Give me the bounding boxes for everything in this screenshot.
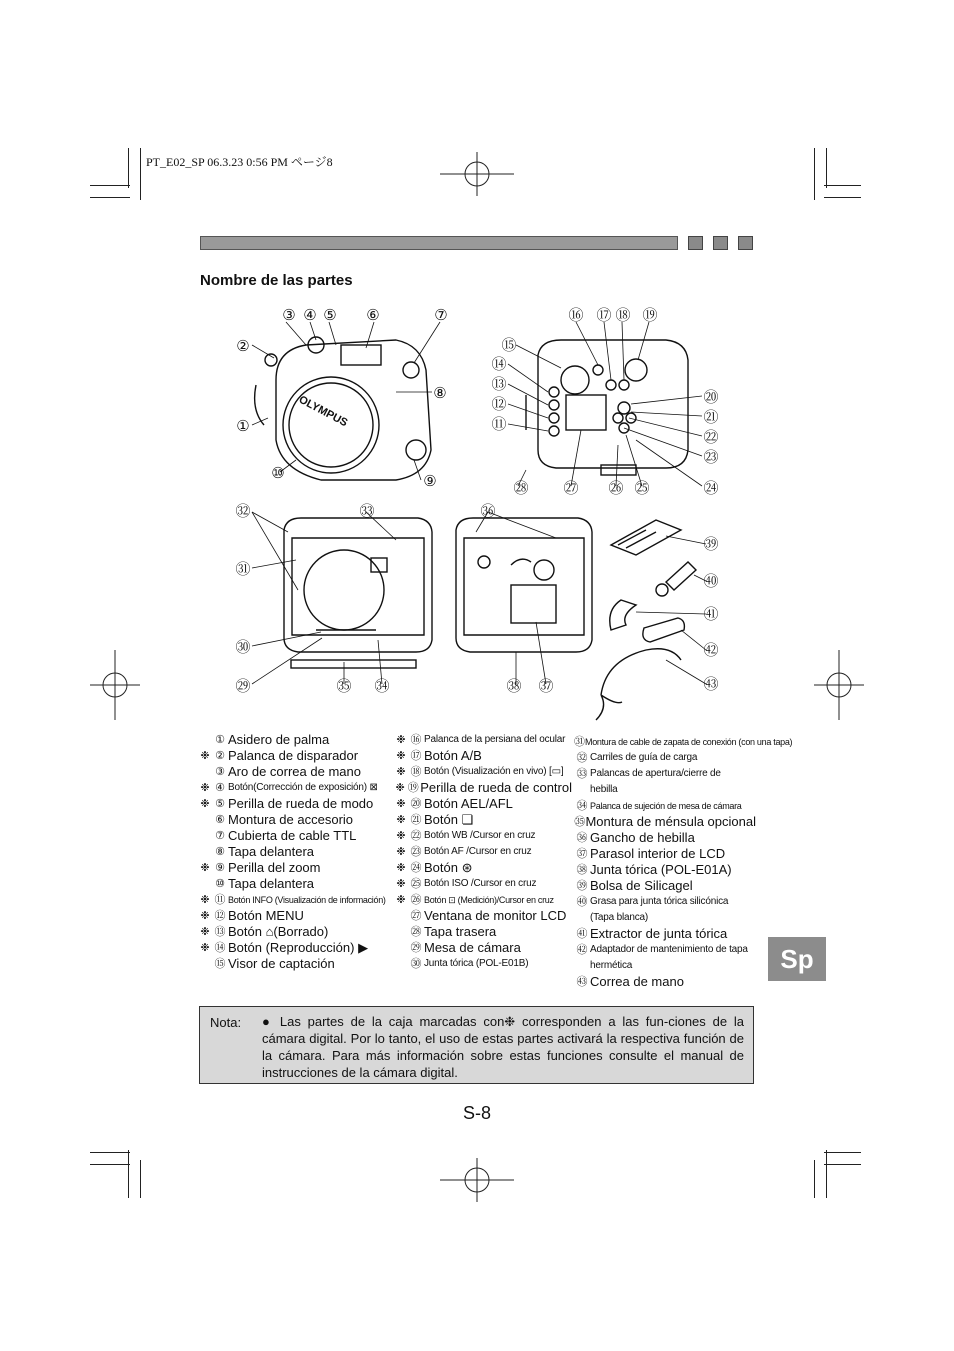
legend-text: Botón ⊡ (Medición)/Cursor en cruz [424, 895, 554, 905]
legend-text: Botón ⊛ [424, 860, 473, 875]
function-mark: ❉ [396, 878, 406, 890]
rear-view-housing [526, 340, 688, 475]
legend-number: ㊸ [576, 976, 588, 988]
legend-item [394, 780, 572, 796]
legend-number: ⑪ [214, 894, 226, 906]
callout-13: ⑬ [491, 376, 507, 393]
legend-text: Aro de correa de mano [228, 764, 361, 779]
legend-number: ② [215, 750, 225, 762]
front-view-housing [255, 337, 431, 480]
legend-text: Ventana de monitor LCD [424, 908, 567, 923]
legend-text: Botón A/B [424, 748, 482, 763]
legend-item [198, 732, 394, 748]
legend-item [394, 956, 572, 972]
callout-22: ㉒ [703, 429, 719, 446]
legend-number: ⑬ [214, 926, 226, 938]
callout-19: ⑲ [642, 307, 658, 324]
page-number: S-8 [463, 1103, 492, 1123]
legend-number: ㊲ [576, 848, 588, 860]
legend-number: ㉘ [410, 926, 422, 938]
legend-text: Botón (Reproducción) ▶ [228, 940, 369, 955]
legend-item [198, 780, 394, 796]
legend-text: Mesa de cámara [424, 940, 521, 955]
function-mark: ❉ [396, 734, 406, 746]
legend-item [574, 830, 756, 846]
legend-text: Perilla de rueda de modo [228, 796, 374, 811]
callout-7: ⑦ [434, 307, 448, 324]
legend-item [198, 828, 394, 844]
legend-number: ㊴ [576, 880, 588, 892]
legend-item [198, 908, 394, 924]
legend-item [394, 732, 572, 748]
housing-inside-rear [456, 518, 592, 652]
legend-column-3 [574, 734, 793, 990]
parts-illustration [226, 300, 746, 725]
function-mark: ❉ [396, 814, 406, 826]
legend-number: ㉕ [410, 878, 422, 890]
housing-inside-front [284, 518, 432, 668]
legend-number: ㉓ [410, 846, 422, 858]
callout-12: ⑫ [491, 396, 507, 413]
callout-40: ㊵ [703, 573, 719, 590]
legend-column-1 [198, 732, 394, 972]
legend-item [198, 812, 394, 828]
legend-number: ⑧ [215, 846, 225, 858]
legend-text: Botón INFO (Visualización de información) [228, 895, 386, 905]
legend-item [574, 846, 756, 862]
legend-number: ③ [215, 766, 225, 778]
legend-number: ⑯ [410, 734, 422, 746]
legend-number: ㉞ [576, 800, 588, 812]
legend-text: Extractor de junta tórica [590, 926, 728, 941]
callout-37: ㊲ [538, 678, 554, 695]
callout-36: ㊱ [480, 503, 496, 520]
legend-number: ㉙ [410, 942, 422, 954]
legend-text: Botón (Visualización en vivo) [▭] [424, 766, 564, 777]
callout-23: ㉓ [703, 449, 719, 466]
legend-text: Palanca de sujeción de mesa de cámara [590, 801, 742, 811]
legend-text: Tapa delantera [228, 876, 315, 891]
legend-item [394, 940, 572, 956]
legend-item [574, 814, 756, 830]
legend-item [394, 860, 572, 876]
legend-item [394, 748, 572, 764]
callout-10: ⑩ [271, 465, 285, 482]
legend-item [394, 892, 572, 908]
callout-31: ㉛ [235, 561, 251, 578]
callout-6: ⑥ [366, 307, 380, 324]
legend-item [574, 974, 756, 990]
legend-number: ⑩ [215, 878, 225, 890]
callout-3: ③ [282, 307, 296, 324]
legend-text: Junta tórica (POL-E01A) [590, 862, 732, 877]
legend-item [198, 860, 394, 876]
legend-number: ⑱ [410, 766, 422, 778]
legend-item [574, 926, 756, 942]
legend-text: Botón(Corrección de exposición) ⊠ [228, 782, 378, 793]
legend-text: Botón WB /Cursor en cruz [424, 830, 536, 841]
header-square-2 [713, 236, 728, 250]
legend-text: Parasol interior de LCD [590, 846, 726, 861]
function-mark: ❉ [396, 830, 406, 842]
callout-8: ⑧ [433, 385, 447, 402]
legend-text: Montura de cable de zapata de conexión (con una tapa) [585, 737, 793, 747]
legend-number: ㉒ [410, 830, 422, 842]
legend-text: Adaptador de mantenimiento de tapa hermética [590, 944, 748, 971]
legend-number: ⑨ [215, 862, 225, 874]
callout-5: ⑤ [323, 307, 337, 324]
legend-number: ⑤ [215, 798, 225, 810]
legend-text: Junta tórica (POL-E01B) [424, 958, 529, 969]
callout-29: ㉙ [235, 678, 251, 695]
legend-item [198, 764, 394, 780]
callout-2: ② [236, 338, 250, 355]
callout-41: ㊶ [703, 606, 719, 623]
legend-number: ㉑ [410, 814, 422, 826]
legend-number: ㊷ [576, 944, 588, 956]
legend-number: ④ [215, 782, 225, 794]
callout-16: ⑯ [568, 307, 584, 324]
legend-number: ⑫ [214, 910, 226, 922]
legend-item [574, 750, 756, 766]
callout-14: ⑭ [491, 356, 507, 373]
legend-item [198, 940, 394, 956]
legend-text: Visor de captación [228, 956, 335, 971]
callout-4: ④ [303, 307, 317, 324]
legend-number: ⑥ [215, 814, 225, 826]
note-text: ● Las partes de la caja marcadas con❉ corresponden a las fun-ciones de la cámara digital. Por lo tanto, el uso de estas partes activará la respectiva función de la cámara. Para más información sobre estas funciones consulte el manual de instrucciones de la cámara digital. [262, 1014, 744, 1080]
callout-34: ㉞ [374, 678, 390, 695]
legend-item [574, 734, 793, 750]
legend-text: Botón ISO /Cursor en cruz [424, 878, 537, 889]
legend-number: ㊶ [576, 928, 588, 940]
legend-number: ㊵ [576, 896, 588, 908]
legend-number: ⑦ [215, 830, 225, 842]
legend-number: ㉖ [410, 894, 422, 906]
legend-text: Tapa delantera [228, 844, 315, 859]
legend-text: Correa de mano [590, 974, 684, 989]
function-mark: ❉ [396, 894, 406, 906]
print-header: PT_E02_SP 06.3.23 0:56 PM ページ8 [146, 155, 333, 169]
legend-text: Grasa para junta tórica silicónica (Tapa blanca) [590, 896, 729, 923]
legend-number: ㉔ [410, 862, 422, 874]
legend-column-2 [394, 732, 572, 972]
function-mark: ❉ [200, 942, 210, 954]
registration-mark-bottom [440, 1158, 514, 1202]
registration-mark-left [90, 650, 140, 720]
accessories [596, 520, 696, 720]
callout-30: ㉚ [235, 639, 251, 656]
legend-text: Montura de ménsula opcional [585, 814, 756, 829]
legend-item [198, 748, 394, 764]
legend-item [574, 766, 756, 798]
legend-item [394, 844, 572, 860]
legend-text: Palanca de disparador [228, 748, 359, 763]
legend-item [574, 894, 756, 926]
legend-number: ⑰ [410, 750, 422, 762]
legend-item [574, 878, 756, 894]
legend-item [394, 828, 572, 844]
legend-text: Perilla del zoom [228, 860, 321, 875]
callout-33: ㉝ [359, 503, 375, 520]
note-label: Nota: [210, 1015, 242, 1030]
legend-number: ① [215, 734, 225, 746]
legend-text: Tapa trasera [424, 924, 497, 939]
function-mark: ❉ [200, 782, 210, 794]
callout-21: ㉑ [703, 409, 719, 426]
legend-number: ㉚ [410, 958, 422, 970]
legend-item [574, 798, 756, 814]
legend-number: ㉜ [576, 752, 588, 764]
function-mark: ❉ [396, 846, 406, 858]
section-title: Nombre de las partes [200, 272, 353, 289]
callout-35: ㉟ [336, 678, 352, 695]
header-bar [200, 236, 678, 250]
legend-text: Botón AEL/AFL [424, 796, 513, 811]
legend-text: Perilla de rueda de control [420, 780, 572, 795]
legend-text: Montura de accesorio [228, 812, 354, 827]
function-mark: ❉ [395, 782, 405, 794]
function-mark: ❉ [200, 926, 210, 938]
callout-39: ㊴ [703, 536, 719, 553]
callout-27: ㉗ [563, 480, 579, 497]
callout-38: ㊳ [506, 678, 522, 695]
legend-item [198, 796, 394, 812]
callout-11: ⑪ [491, 416, 507, 433]
function-mark: ❉ [396, 750, 406, 762]
callout-43: ㊸ [703, 676, 719, 693]
brand-logo-text: OLYMPUS [296, 393, 350, 430]
legend-number: ㊳ [576, 864, 588, 876]
legend-text: Gancho de hebilla [590, 830, 695, 845]
function-mark: ❉ [396, 862, 406, 874]
legend-number: ⑮ [214, 958, 226, 970]
legend-item [198, 956, 394, 972]
function-mark: ❉ [200, 862, 210, 874]
legend-item [394, 924, 572, 940]
callout-9: ⑨ [423, 473, 437, 490]
callout-26: ㉖ [608, 480, 624, 497]
legend-text: Palancas de apertura/cierre de hebilla [590, 768, 721, 795]
callout-42: ㊷ [703, 642, 719, 659]
legend-number: ㉗ [410, 910, 422, 922]
legend-item [394, 876, 572, 892]
legend-item [574, 942, 756, 974]
legend-item [574, 862, 756, 878]
legend-item [198, 924, 394, 940]
callout-20: ⑳ [703, 389, 719, 406]
callout-18: ⑱ [615, 307, 631, 324]
legend-text: Botón ❏ [424, 812, 474, 827]
callout-32: ㉜ [235, 503, 251, 520]
registration-mark-right [814, 650, 864, 720]
legend-item [394, 908, 572, 924]
header-square-1 [688, 236, 703, 250]
callout-1: ① [236, 418, 250, 435]
function-mark: ❉ [200, 910, 210, 922]
function-mark: ❉ [200, 894, 210, 906]
legend-text: Botón AF /Cursor en cruz [424, 846, 532, 857]
legend-number: ㉝ [576, 768, 588, 780]
callout-28: ㉘ [513, 480, 529, 497]
legend-number: ⑳ [410, 798, 422, 810]
function-mark: ❉ [396, 766, 406, 778]
callout-25: ㉕ [634, 480, 650, 497]
function-mark: ❉ [200, 798, 210, 810]
legend-number: ㉟ [574, 816, 586, 828]
legend-item [394, 764, 572, 780]
callout-24: ㉔ [703, 480, 719, 497]
legend-item [394, 796, 572, 812]
legend-number: ⑲ [407, 782, 419, 794]
legend-item [198, 876, 394, 892]
legend-text: Bolsa de Silicagel [590, 878, 693, 893]
legend-number: ㉛ [574, 736, 585, 748]
legend-text: Palanca de la persiana del ocular [424, 734, 566, 745]
legend-item [198, 892, 394, 908]
callout-15: ⑮ [501, 337, 517, 354]
function-mark: ❉ [200, 750, 210, 762]
legend-number: ⑭ [214, 942, 226, 954]
legend-text: Botón ⌂(Borrado) [228, 924, 329, 939]
legend-number: ㊱ [576, 832, 588, 844]
callout-17: ⑰ [596, 307, 612, 324]
legend-text: Botón MENU [228, 908, 304, 923]
language-tab: Sp [768, 937, 826, 981]
legend-text: Carriles de guía de carga [590, 752, 698, 763]
registration-mark-top [440, 152, 514, 196]
legend-text: Asidero de palma [228, 732, 330, 747]
legend-item [198, 844, 394, 860]
function-mark: ❉ [396, 798, 406, 810]
legend-item [394, 812, 572, 828]
note-box [199, 1006, 754, 1084]
header-square-3 [738, 236, 753, 250]
legend-text: Cubierta de cable TTL [228, 828, 357, 843]
